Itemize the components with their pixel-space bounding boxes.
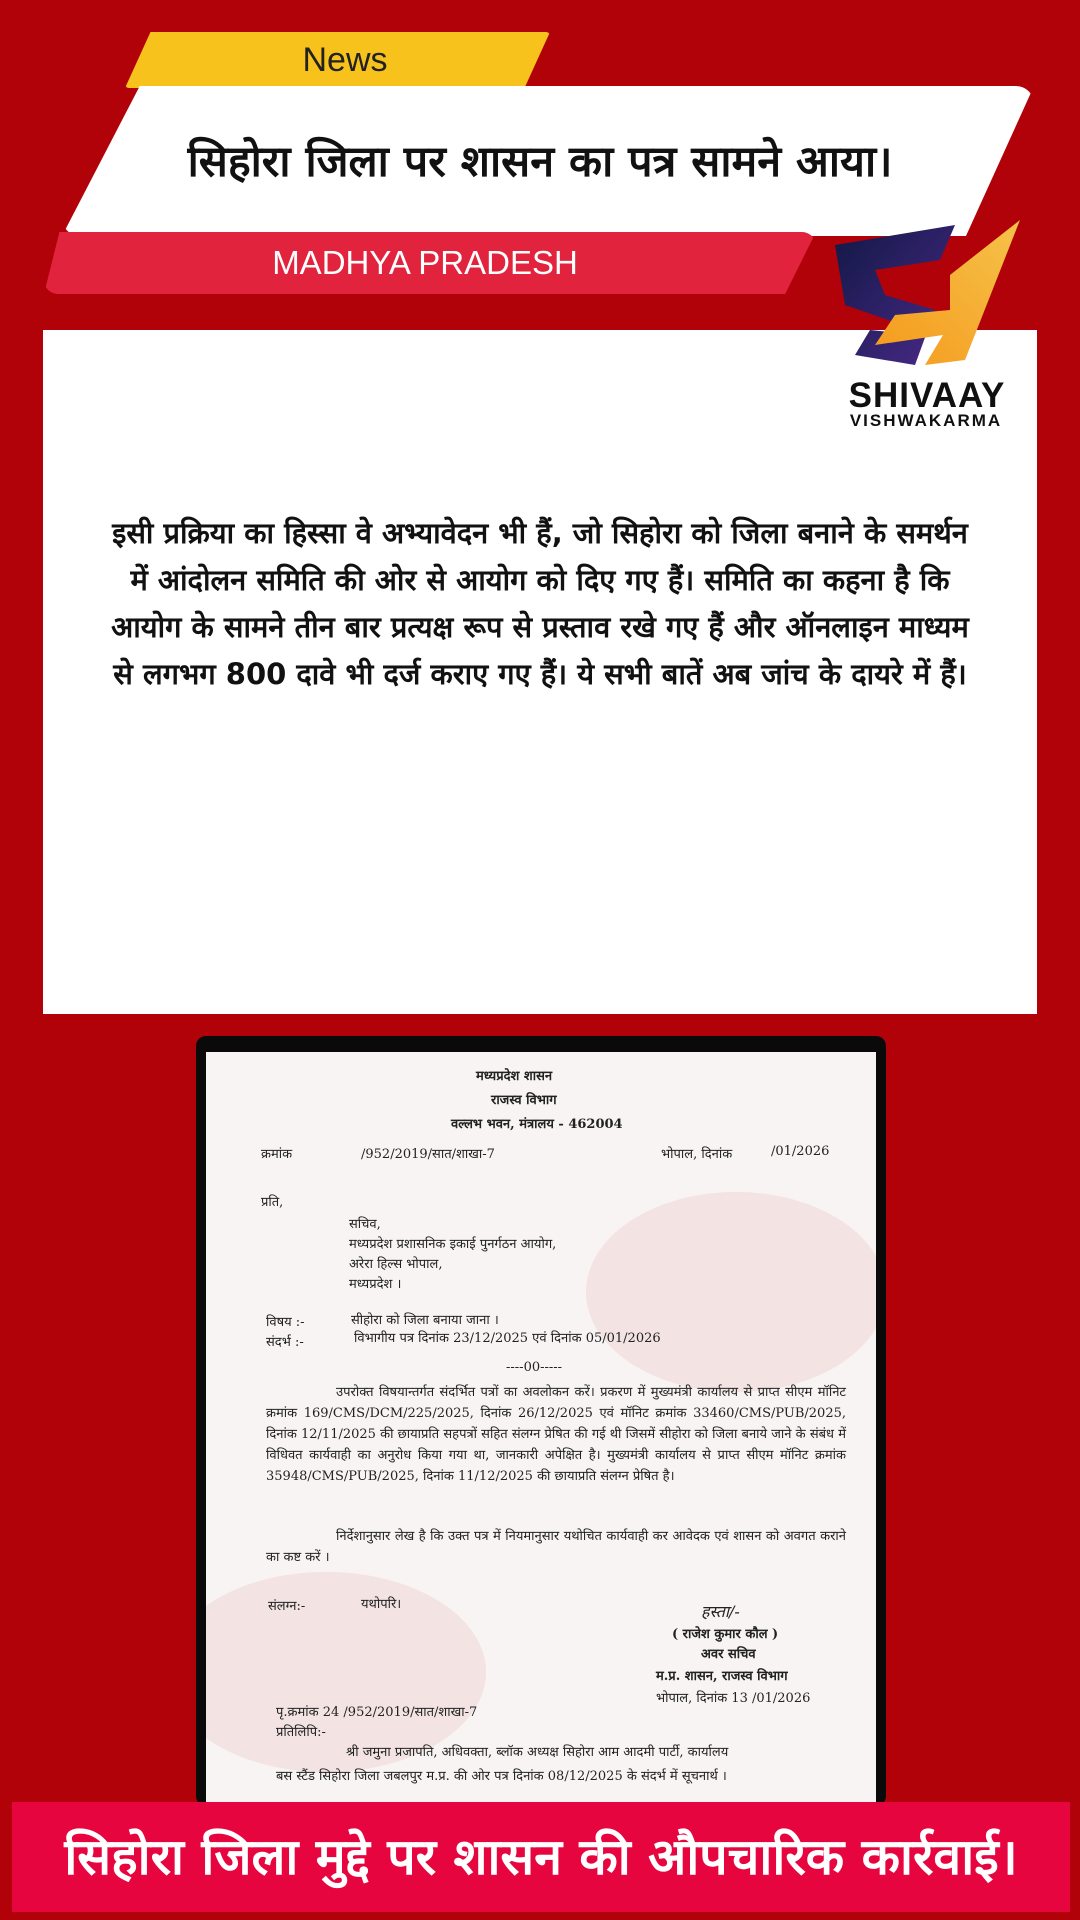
doc-reference-value: विभागीय पत्र दिनांक 23/12/2025 एवं दिनांक 05/01/2026	[354, 1331, 661, 1346]
doc-subject-value: सीहोरा को जिला बनाया जाना ।	[351, 1313, 499, 1328]
logo-subtitle: VISHWAKARMA	[849, 411, 1003, 430]
bottom-caption: सिहोरा जिला मुद्दे पर शासन की औपचारिक कार्रवाई।	[64, 1828, 1018, 1886]
doc-address-line-1: सचिव,	[349, 1217, 381, 1232]
doc-date-label: भोपाल, दिनांक	[661, 1147, 733, 1162]
doc-enclosure-value: यथोपरि।	[361, 1597, 402, 1612]
doc-subject-label: विषय :-	[266, 1315, 305, 1330]
doc-separator: ----00-----	[506, 1360, 563, 1375]
doc-header-address: वल्लभ भवन, मंत्रालय - 462004	[451, 1117, 623, 1132]
doc-signature: हस्ता/-	[701, 1602, 740, 1621]
doc-date-value: /01/2026	[771, 1144, 830, 1159]
doc-paragraph-2: निर्देशानुसार लेख है कि उक्त पत्र में नियमानुसार यथोचित कार्यवाही कर आवेदक एवं शासन को अवगत कराने का कष्ट करें ।	[266, 1529, 846, 1565]
doc-paragraph-1: उपरोक्त विषयान्तर्गत संदर्भित पत्रों का अवलोकन करें। प्रकरण में मुख्यमंत्री कार्यालय से प्राप्त सीएम मॉनिट क्रमांक 169/CMS/DCM/225/2025, दिनांक 26/12/2025 एवं मॉनिट क्रमांक 33460/CMS/PUB/2025, दिनांक 12/11/2025 की छायाप्रति सहपत्रों सहित संलग्न प्रेषित की गई थी जिसमें सीहोरा को जिला बनाये जाने के संबंध में विधिवत कार्यवाही का अनुरोध किया गया था, जानकारी अपेक्षित है। मुख्यमंत्री कार्यालय से प्राप्त सीएम मॉनिट क्रमांक 35948/CMS/PUB/2025, दिनांक 11/12/2025 की छायाप्रति संलग्न प्रेषित है।	[266, 1385, 846, 1484]
doc-prati: प्रति,	[261, 1195, 284, 1210]
doc-address-line-3: अरेरा हिल्स भोपाल,	[349, 1257, 443, 1272]
doc-kramank-value: /952/2019/सात/शाखा-7	[361, 1147, 495, 1162]
doc-reference-label: संदर्भ :-	[266, 1335, 304, 1350]
doc-enclosure-label: संलग्न:-	[268, 1599, 306, 1614]
doc-signatory-dept: म.प्र. शासन, राजस्व विभाग	[656, 1669, 788, 1684]
news-tab-label: News	[302, 41, 388, 79]
doc-copy-line-1: श्री जमुना प्रजापति, अधिवक्ता, ब्लॉक अध्यक्ष सिहोरा आम आदमी पार्टी, कार्यालय	[346, 1745, 729, 1760]
headline-text: सिहोरा जिला पर शासन का पत्र सामने आया।	[187, 137, 893, 187]
doc-header-dept: राजस्व विभाग	[491, 1093, 557, 1108]
doc-endorsement-number: पृ.क्रमांक 24 /952/2019/सात/शाखा-7	[276, 1705, 478, 1720]
region-label: MADHYA PRADESH	[272, 244, 578, 281]
article-body-text: इसी प्रक्रिया का हिस्सा वे अभ्यावेदन भी हैं, जो सिहोरा को जिला बनाने के समर्थन में आंदोलन समिति की ओर से आयोग को दिए गए हैं। समिति का कहना है कि आयोग के सामने तीन बार प्रत्यक्ष रूप से प्रस्ताव रखे गए हैं और ऑनलाइन माध्यम से लगभग 800 दावे भी दर्ज कराए गए हैं। ये सभी बातें अब जांच के दायरे में हैं।	[111, 516, 969, 691]
doc-header-govt: मध्यप्रदेश शासन	[476, 1069, 553, 1084]
doc-address-line-2: मध्यप्रदेश प्रशासनिक इकाई पुनर्गठन आयोग,	[349, 1237, 557, 1252]
doc-sign-date: भोपाल, दिनांक 13 /01/2026	[656, 1691, 811, 1706]
doc-address-line-4: मध्यप्रदेश ।	[349, 1277, 402, 1292]
doc-signatory-name: ( राजेश कुमार कौल )	[672, 1627, 779, 1642]
scanned-letter	[206, 1052, 876, 1804]
doc-copy-label: प्रतिलिपि:-	[276, 1725, 326, 1740]
doc-signatory-title: अवर सचिव	[701, 1647, 756, 1662]
doc-kramank-label: क्रमांक	[261, 1147, 293, 1162]
logo-wordmark: SHIVAAY	[848, 376, 1006, 415]
doc-copy-line-2: बस स्टैंड सिहोरा जिला जबलपुर म.प्र. की ओर पत्र दिनांक 08/12/2025 के संदर्भ में सूचनार्थ ।	[276, 1769, 727, 1784]
